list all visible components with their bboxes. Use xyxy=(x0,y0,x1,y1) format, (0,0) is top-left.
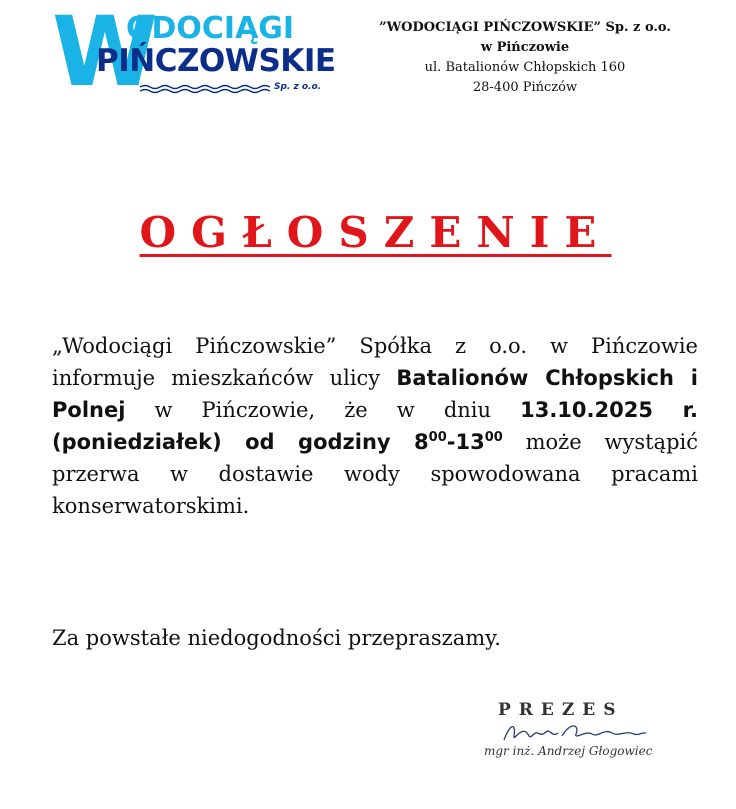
body-street-bold: Batalionów Chłopskich i Polnej xyxy=(52,366,698,422)
logo-top-text: ODOCIĄGI xyxy=(126,11,295,46)
body-text-1: „Wodociągi Pińczowskie” Spółka z o.o. w Pińczowie informuje mieszkańców ulicy xyxy=(52,334,698,390)
company-name: ”WODOCIĄGI PIŃCZOWSKIE” Sp. z o.o. xyxy=(379,20,671,35)
logo-waves-icon xyxy=(140,84,270,94)
body-date-text: 13.10.2025 r. (poniedziałek) od godziny xyxy=(52,398,698,454)
handwritten-signature-icon xyxy=(500,718,650,746)
logo-main-text: PIŃCZOWSKIE xyxy=(96,43,336,79)
hour-end-minutes: 00 xyxy=(484,430,503,445)
signature-name: mgr inż. Andrzej Głogowiec xyxy=(484,744,653,758)
logo-suffix: Sp. z o.o. xyxy=(274,82,322,92)
company-address xyxy=(360,18,690,98)
company-postal: 28-400 Pińczów xyxy=(472,80,578,95)
announcement-title-container xyxy=(0,208,736,257)
company-street: ul. Batalionów Chłopskich 160 xyxy=(424,60,626,75)
logo-w-letter: W xyxy=(52,0,158,108)
announcement-title: OGŁOSZENIE xyxy=(139,208,612,257)
hour-start: 8 xyxy=(414,430,429,454)
hour-start-minutes: 00 xyxy=(428,430,447,445)
body-text-3: może wystąpić przerwa w dostawie wody spowodowana pracami konserwatorskimi. xyxy=(52,430,698,518)
apology-text: Za powstałe niedogodności przepraszamy. xyxy=(52,626,501,650)
hour-end: -13 xyxy=(446,430,485,454)
company-logo xyxy=(52,0,342,108)
body-text-2: w Pińczowie, że w dniu xyxy=(125,398,521,422)
announcement-body xyxy=(52,330,698,522)
company-city: w Pińczowie xyxy=(480,40,570,55)
signature-role: PREZES xyxy=(498,700,624,720)
